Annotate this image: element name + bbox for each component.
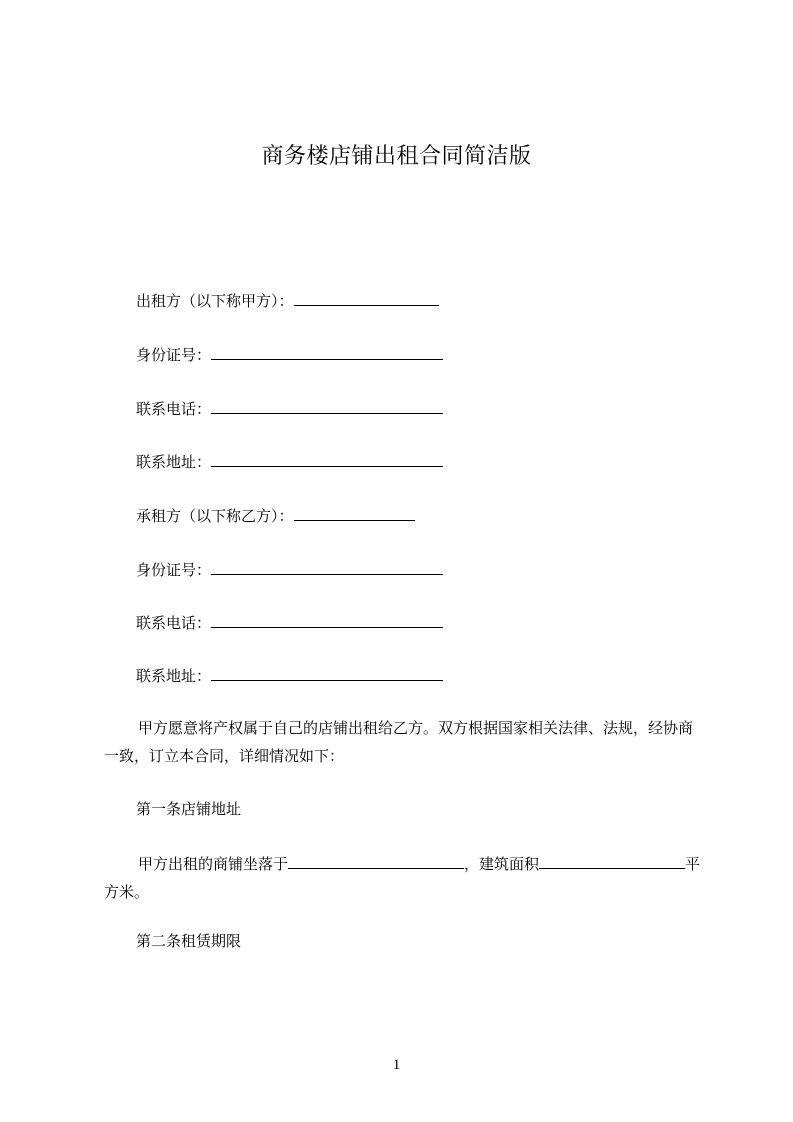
article2-heading: 第二条租赁期限 bbox=[136, 932, 242, 950]
intro-paragraph: 甲方愿意将产权属于自己的店铺出租给乙方。双方根据国家相关法律、法规，经协商一致，订立本合同，详细情况如下： bbox=[104, 719, 694, 765]
lessee-label: 承租方（以下称乙方）： bbox=[136, 507, 294, 525]
lessee-id-blank[interactable] bbox=[211, 560, 443, 575]
lessee-address-line bbox=[136, 665, 443, 687]
lessee-address-blank[interactable] bbox=[211, 666, 443, 681]
lessor-id-label: 身份证号： bbox=[136, 346, 212, 364]
lessee-phone-blank[interactable] bbox=[211, 613, 443, 628]
article1-paragraph bbox=[104, 850, 704, 906]
document-title: 商务楼店铺出租合同简洁版 bbox=[261, 144, 532, 169]
lessor-id-blank[interactable] bbox=[211, 345, 443, 360]
lessor-phone-blank[interactable] bbox=[211, 399, 443, 414]
lessor-line bbox=[136, 290, 439, 312]
lessor-id-line bbox=[136, 344, 443, 366]
lessee-phone-label: 联系电话： bbox=[136, 614, 212, 632]
lessee-line bbox=[136, 505, 415, 527]
article1-text-after: 平方米。 bbox=[104, 855, 701, 901]
shop-location-blank[interactable] bbox=[288, 854, 464, 869]
article1-text-middle: ，建筑面积 bbox=[464, 855, 540, 873]
page-number: 1 bbox=[392, 1057, 401, 1073]
floor-area-blank[interactable] bbox=[539, 854, 685, 869]
lessee-id-label: 身份证号： bbox=[136, 561, 212, 579]
lessor-name-blank[interactable] bbox=[294, 291, 439, 306]
lessee-address-label: 联系地址： bbox=[136, 667, 212, 685]
lessor-address-label: 联系地址： bbox=[136, 453, 212, 471]
lessee-phone-line bbox=[136, 612, 443, 634]
lessor-label: 出租方（以下称甲方）： bbox=[136, 292, 294, 310]
lessor-address-line bbox=[136, 451, 443, 473]
lessee-name-blank[interactable] bbox=[294, 506, 415, 521]
lessor-phone-line bbox=[136, 398, 443, 420]
lessor-phone-label: 联系电话： bbox=[136, 400, 212, 418]
article1-heading: 第一条店铺地址 bbox=[136, 800, 242, 818]
lessee-id-line bbox=[136, 559, 443, 581]
lessor-address-blank[interactable] bbox=[211, 452, 443, 467]
article1-text-before: 甲方出租的商铺坐落于 bbox=[138, 855, 289, 873]
